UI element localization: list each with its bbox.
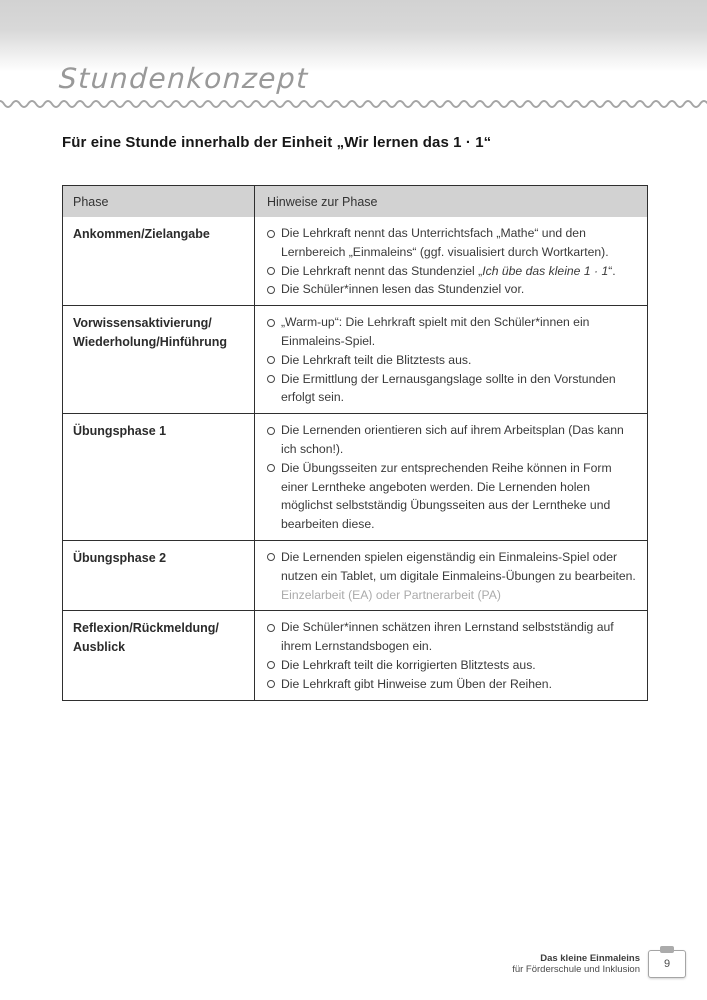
hint-item <box>267 548 637 586</box>
hint-text: Die Lernenden orientieren sich auf ihrem Arbeitsplan (Das kann ich schon!). <box>281 423 624 456</box>
bullet-circle-icon <box>267 464 275 472</box>
hint-text: Die Lehrkraft nennt das Stundenziel „Ich übe das kleine 1 · 1“. <box>281 263 616 278</box>
bullet-circle-icon <box>267 624 275 632</box>
table-row <box>63 413 647 540</box>
hint-text: Die Ermittlung der Lernausgangslage sollte in den Vorstunden erfolgt sein. <box>281 371 616 405</box>
page-number: 9 <box>663 958 671 970</box>
badge-tab-icon <box>660 946 674 953</box>
page-header-title: Stundenkonzept <box>58 62 310 95</box>
hints-cell <box>254 306 647 413</box>
hint-item <box>267 675 637 694</box>
wavy-line-graphic <box>0 96 707 112</box>
hints-cell <box>254 414 647 540</box>
table-row <box>63 305 647 413</box>
hint-text: Die Lehrkraft gibt Hinweise zum Üben der Reihen. <box>281 676 552 691</box>
hint-text: Die Lehrkraft teilt die korrigierten Blitztests aus. <box>281 657 536 672</box>
bullet-circle-icon <box>267 267 275 275</box>
hint-item <box>267 262 637 281</box>
hint-text: Einzelarbeit (EA) oder Partnerarbeit (PA) <box>281 587 501 602</box>
bullet-circle-icon <box>267 230 275 238</box>
bullet-circle-icon <box>267 661 275 669</box>
hint-item <box>267 656 637 675</box>
hint-text: „Warm-up“: Die Lehrkraft spielt mit den Schüler*innen ein Einmaleins-Spiel. <box>281 315 590 348</box>
phase-cell <box>63 414 254 540</box>
hints-cell <box>254 217 647 305</box>
bullet-circle-icon <box>267 680 275 688</box>
hint-text: Die Schüler*innen lesen das Stundenziel vor. <box>281 282 525 297</box>
phase-cell <box>63 541 254 610</box>
hint-item <box>267 421 637 459</box>
hint-text: Die Übungsseiten zur entsprechenden Reihe können in Form einer Lerntheke angeboten werden. Die Lernenden holen möglichst selbstständig Übungsseiten aus der Lerntheke und bearbeiten diese. <box>281 460 612 532</box>
hint-text: Die Lernenden spielen eigenständig ein Einmaleins-Spiel oder nutzen ein Tablet, um digitale Einmaleins-Übungen zu bearbeiten. <box>281 549 636 583</box>
table-row <box>63 540 647 610</box>
page-number-badge <box>648 950 686 978</box>
phase-label-line: Ausblick <box>73 640 126 655</box>
footer <box>512 950 686 978</box>
section-title: Für eine Stunde innerhalb der Einheit „Wir lernen das 1 · 1“ <box>62 134 492 151</box>
phase-label-line: Ankommen/Zielangabe <box>73 227 210 241</box>
wavy-divider <box>0 96 707 112</box>
table-header-row <box>63 186 647 217</box>
bullet-circle-icon <box>267 286 275 294</box>
phase-cell <box>63 306 254 413</box>
phase-label-line: Reflexion/Rückmeldung/ <box>73 621 219 636</box>
hint-item <box>267 586 637 605</box>
bullet-circle-icon <box>267 375 275 383</box>
series-subtitle: für Förderschule und Inklusion <box>512 964 640 975</box>
hint-item <box>267 280 637 299</box>
hints-cell <box>254 541 647 610</box>
phase-cell <box>63 217 254 305</box>
hint-text: Die Schüler*innen schätzen ihren Lernstand selbstständig auf ihrem Lernstandsbogen ein. <box>281 620 614 654</box>
hints-cell <box>254 611 647 699</box>
bullet-circle-icon <box>267 356 275 364</box>
hint-item <box>267 351 637 370</box>
column-header-phase: Phase <box>73 194 109 209</box>
table-row <box>63 217 647 305</box>
phase-label-line: Übungsphase 2 <box>73 550 167 565</box>
phase-label-line: Wiederholung/Hinführung <box>73 335 228 350</box>
bullet-circle-icon <box>267 427 275 435</box>
column-header-hints: Hinweise zur Phase <box>254 186 647 217</box>
series-title-block <box>512 953 640 975</box>
bullet-circle-icon <box>267 553 275 561</box>
table-body <box>63 217 647 700</box>
series-title: Das kleine Einmaleins <box>540 953 640 964</box>
hint-item <box>267 618 637 656</box>
hint-text: Die Lehrkraft nennt das Unterrichtsfach „Mathe“ und den Lernbereich „Einmaleins“ (ggf. visualisiert durch Wortkarten). <box>281 226 609 259</box>
hint-item <box>267 459 637 534</box>
phase-label-line: Übungsphase 1 <box>73 424 167 439</box>
hint-item <box>267 224 637 262</box>
hint-item <box>267 313 637 351</box>
table-row <box>63 610 647 699</box>
hint-item <box>267 370 637 408</box>
hint-text: Die Lehrkraft teilt die Blitztests aus. <box>281 352 472 367</box>
phase-cell <box>63 611 254 699</box>
bullet-circle-icon <box>267 319 275 327</box>
phase-label-line: Vorwissensaktivierung/ <box>73 316 212 331</box>
lesson-phases-table <box>62 185 648 701</box>
